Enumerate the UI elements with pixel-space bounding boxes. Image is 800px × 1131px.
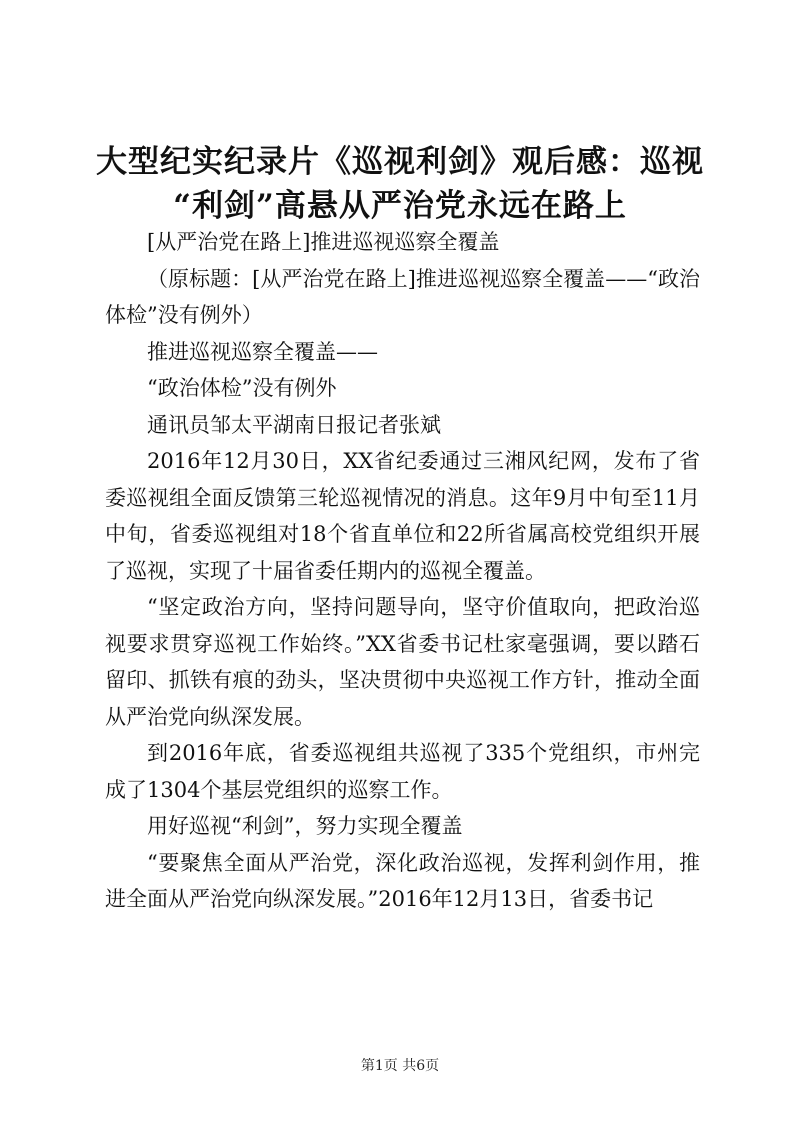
paragraph-subheading: [从严治党在路上]推进巡视巡察全覆盖 — [147, 230, 500, 254]
paragraph-body: “坚定政治方向，坚持问题导向，坚守价值取向，把政治巡视要求贯穿巡视工作始终。”XX省委书记杜家毫强调，要以踏石留印、抓铁有痕的劲头，坚决贯彻中央巡视工作方针，推动全面从严治党向纵深发展。 — [105, 595, 700, 729]
paragraph-body: 到2016年底，省委巡视组共巡视了335个党组织，市州完成了1304个基层党组织的巡察工作。 — [105, 741, 700, 802]
paragraph-headline-part-2: “政治体检”没有例外 — [147, 376, 337, 400]
document-title — [90, 140, 710, 228]
document-body — [105, 224, 700, 918]
paragraph-section-heading: 用好巡视“利剑”，努力实现全覆盖 — [147, 814, 463, 838]
title-line-2: “利剑”高悬从严治党永远在路上 — [173, 188, 627, 224]
page-footer: 第1页 共6页 — [360, 1058, 440, 1074]
paragraph-headline-part-1: 推进巡视巡察全覆盖—— — [147, 339, 378, 364]
paragraph-body: 2016年12月30日，XX省纪委通过三湘风纪网，发布了省委巡视组全面反馈第三轮巡视情况的消息。这年9月中旬至11月中旬，省委巡视组对18个省直单位和22所省属高校党组织开展了巡视，实现了十届省委任期内的巡视全覆盖。 — [105, 449, 700, 583]
paragraph-original-title: （原标题：[从严治党在路上]推进巡视巡察全覆盖——“政治体检”没有例外） — [105, 266, 700, 327]
paragraph-byline: 通讯员邹太平湖南日报记者张斌 — [147, 412, 441, 437]
paragraph-body: “要聚焦全面从严治党，深化政治巡视，发挥利剑作用，推进全面从严治党向纵深发展。”2016年12月13日，省委书记 — [105, 850, 700, 911]
title-line-1: 大型纪实纪录片《巡视利剑》观后感：巡视 — [96, 144, 704, 180]
